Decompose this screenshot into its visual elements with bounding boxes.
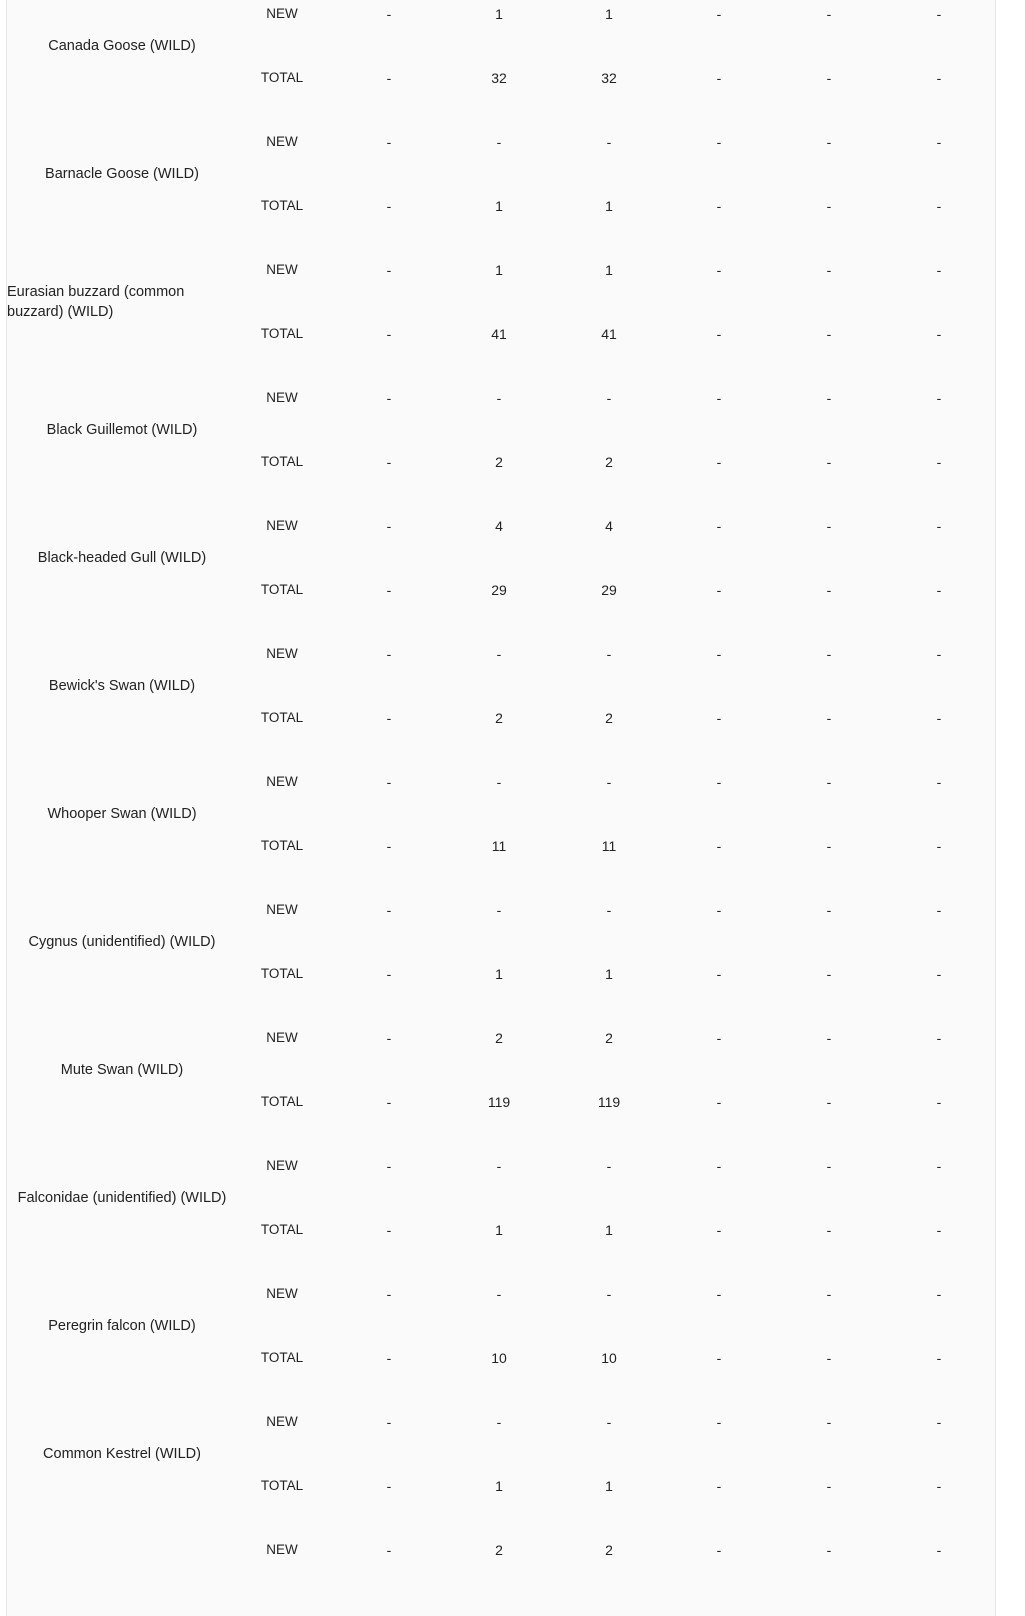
- species-name: Bewick's Swan (WILD): [48, 678, 196, 694]
- table-cell: -: [936, 1414, 942, 1430]
- row-type-label: NEW: [266, 518, 298, 533]
- table-cell: -: [826, 1414, 832, 1430]
- row-type-label: NEW: [266, 1542, 298, 1557]
- table-cell: -: [386, 838, 392, 854]
- table-cell: 29: [601, 582, 617, 598]
- table-cell: -: [936, 390, 942, 406]
- species-name: Black Guillemot (WILD): [46, 422, 198, 438]
- species-name: Whooper Swan (WILD): [47, 806, 197, 822]
- table-row: [7, 836, 995, 856]
- row-type-label: NEW: [266, 1286, 298, 1301]
- table-cell: 10: [601, 1350, 617, 1366]
- table-cell: -: [386, 1030, 392, 1046]
- table-cell: 1: [605, 198, 613, 214]
- row-type-label: NEW: [266, 6, 298, 21]
- table-cell: 11: [491, 838, 507, 854]
- table-cell: 1: [605, 966, 613, 982]
- table-cell: -: [936, 1030, 942, 1046]
- table-cell: -: [936, 1478, 942, 1494]
- table-cell: 2: [495, 454, 503, 470]
- table-cell: -: [606, 1286, 612, 1302]
- table-cell: -: [386, 1414, 392, 1430]
- table-cell: -: [606, 902, 612, 918]
- table-cell: -: [606, 774, 612, 790]
- outbreak-species-table: [6, 0, 996, 1616]
- table-cell: -: [936, 198, 942, 214]
- row-type-label: TOTAL: [260, 198, 304, 213]
- table-cell: -: [826, 390, 832, 406]
- table-row: [7, 1476, 995, 1496]
- table-cell: 1: [605, 1478, 613, 1494]
- table-cell: 41: [491, 326, 507, 342]
- table-cell: 2: [605, 454, 613, 470]
- table-cell: -: [496, 390, 502, 406]
- table-cell: -: [716, 1350, 722, 1366]
- table-row: [7, 1284, 995, 1304]
- table-cell: -: [826, 70, 832, 86]
- table-cell: -: [386, 710, 392, 726]
- row-type-label: NEW: [266, 1158, 298, 1173]
- row-type-label: TOTAL: [260, 1350, 304, 1365]
- table-cell: -: [386, 774, 392, 790]
- row-type-label: NEW: [266, 902, 298, 917]
- table-row: [7, 1540, 995, 1560]
- table-cell: 32: [601, 70, 617, 86]
- table-cell: -: [936, 70, 942, 86]
- row-type-label: NEW: [266, 774, 298, 789]
- table-cell: -: [826, 582, 832, 598]
- table-cell: -: [716, 1286, 722, 1302]
- table-cell: -: [386, 1158, 392, 1174]
- table-cell: -: [826, 1542, 832, 1558]
- table-cell: -: [936, 1350, 942, 1366]
- table-cell: -: [826, 710, 832, 726]
- table-cell: -: [716, 1478, 722, 1494]
- table-row: [7, 772, 995, 792]
- table-cell: 1: [605, 1222, 613, 1238]
- table-cell: -: [716, 198, 722, 214]
- row-type-label: NEW: [266, 1030, 298, 1045]
- species-name: Cygnus (unidentified) (WILD): [28, 934, 216, 950]
- table-cell: -: [716, 134, 722, 150]
- table-cell: -: [386, 582, 392, 598]
- table-cell: -: [826, 1286, 832, 1302]
- table-cell: -: [716, 966, 722, 982]
- table-cell: -: [936, 1094, 942, 1110]
- table-cell: -: [826, 1094, 832, 1110]
- species-name: Eurasian buzzard (common buzzard) (WILD): [7, 284, 185, 320]
- table-cell: -: [386, 262, 392, 278]
- table-cell: -: [496, 1158, 502, 1174]
- species-name: Common Kestrel (WILD): [43, 1446, 201, 1462]
- table-cell: -: [936, 1222, 942, 1238]
- table-cell: 119: [597, 1094, 621, 1110]
- row-type-label: NEW: [266, 646, 298, 661]
- table-cell: -: [716, 1030, 722, 1046]
- table-row: [7, 580, 995, 600]
- table-cell: -: [386, 646, 392, 662]
- table-cell: -: [716, 1094, 722, 1110]
- row-type-label: TOTAL: [260, 454, 304, 469]
- table-cell: 2: [605, 1030, 613, 1046]
- table-row: [7, 260, 995, 280]
- table-cell: 2: [495, 1030, 503, 1046]
- table-cell: -: [936, 902, 942, 918]
- table-row: [7, 324, 995, 344]
- table-cell: -: [716, 1542, 722, 1558]
- table-cell: -: [826, 518, 832, 534]
- row-type-label: TOTAL: [260, 70, 304, 85]
- table-cell: -: [386, 326, 392, 342]
- table-cell: -: [716, 838, 722, 854]
- table-cell: -: [386, 1542, 392, 1558]
- species-name: Canada Goose (WILD): [48, 38, 196, 54]
- table-cell: -: [716, 518, 722, 534]
- table-row: [7, 964, 995, 984]
- table-cell: 2: [495, 1542, 503, 1558]
- table-row: [7, 68, 995, 88]
- table-cell: 1: [495, 262, 503, 278]
- table-cell: -: [716, 1158, 722, 1174]
- table-row: [7, 1092, 995, 1112]
- species-name: Black-headed Gull (WILD): [37, 550, 207, 566]
- species-name: Falconidae (unidentified) (WILD): [17, 1190, 227, 1206]
- table-cell: -: [716, 6, 722, 22]
- table-cell: 29: [491, 582, 507, 598]
- table-cell: -: [386, 518, 392, 534]
- table-cell: -: [606, 390, 612, 406]
- table-cell: -: [826, 262, 832, 278]
- table-cell: -: [386, 1286, 392, 1302]
- table-cell: -: [826, 966, 832, 982]
- table-cell: 32: [491, 70, 507, 86]
- table-cell: 1: [495, 1478, 503, 1494]
- row-type-label: TOTAL: [260, 582, 304, 597]
- table-cell: -: [386, 1350, 392, 1366]
- table-cell: -: [606, 134, 612, 150]
- table-row: [7, 1156, 995, 1176]
- table-cell: -: [826, 1350, 832, 1366]
- table-cell: -: [716, 1222, 722, 1238]
- table-cell: -: [936, 582, 942, 598]
- table-cell: 2: [495, 710, 503, 726]
- table-cell: -: [496, 1414, 502, 1430]
- row-type-label: TOTAL: [260, 1478, 304, 1493]
- table-row: [7, 1028, 995, 1048]
- table-cell: -: [716, 710, 722, 726]
- table-cell: -: [826, 774, 832, 790]
- species-name: Mute Swan (WILD): [60, 1062, 184, 1078]
- table-cell: -: [936, 1542, 942, 1558]
- table-cell: -: [826, 902, 832, 918]
- table-cell: -: [826, 6, 832, 22]
- table-cell: -: [936, 134, 942, 150]
- table-cell: -: [716, 454, 722, 470]
- table-cell: -: [386, 902, 392, 918]
- table-cell: -: [386, 454, 392, 470]
- row-type-label: TOTAL: [260, 1222, 304, 1237]
- table-cell: -: [716, 390, 722, 406]
- table-cell: -: [606, 1158, 612, 1174]
- table-cell: -: [496, 134, 502, 150]
- table-cell: -: [826, 1030, 832, 1046]
- table-cell: -: [716, 326, 722, 342]
- table-cell: -: [716, 70, 722, 86]
- table-cell: -: [386, 198, 392, 214]
- table-cell: -: [826, 646, 832, 662]
- table-cell: -: [826, 198, 832, 214]
- table-row: [7, 708, 995, 728]
- table-cell: 10: [491, 1350, 507, 1366]
- table-cell: -: [826, 1222, 832, 1238]
- table-cell: -: [716, 646, 722, 662]
- table-cell: -: [936, 6, 942, 22]
- row-type-label: TOTAL: [260, 326, 304, 341]
- table-row: [7, 644, 995, 664]
- table-cell: -: [386, 134, 392, 150]
- row-type-label: NEW: [266, 390, 298, 405]
- table-row: [7, 1220, 995, 1240]
- table-cell: 119: [487, 1094, 511, 1110]
- species-name: Barnacle Goose (WILD): [45, 166, 199, 182]
- table-cell: -: [716, 902, 722, 918]
- table-cell: -: [936, 774, 942, 790]
- table-cell: -: [936, 262, 942, 278]
- table-cell: 4: [605, 518, 613, 534]
- row-type-label: TOTAL: [260, 710, 304, 725]
- table-cell: -: [386, 6, 392, 22]
- table-row: [7, 388, 995, 408]
- table-cell: -: [826, 134, 832, 150]
- table-cell: -: [386, 1222, 392, 1238]
- table-cell: -: [496, 902, 502, 918]
- table-cell: -: [936, 646, 942, 662]
- table-cell: -: [716, 262, 722, 278]
- table-cell: -: [386, 1094, 392, 1110]
- table-cell: -: [496, 774, 502, 790]
- row-type-label: TOTAL: [260, 838, 304, 853]
- table-cell: 41: [601, 326, 617, 342]
- row-type-label: NEW: [266, 262, 298, 277]
- table-cell: -: [936, 838, 942, 854]
- table-cell: -: [386, 70, 392, 86]
- table-row: [7, 1348, 995, 1368]
- table-cell: -: [496, 646, 502, 662]
- table-cell: -: [936, 518, 942, 534]
- table-cell: -: [936, 710, 942, 726]
- table-cell: -: [936, 1158, 942, 1174]
- table-row: [7, 452, 995, 472]
- table-row: [7, 900, 995, 920]
- table-cell: -: [936, 1286, 942, 1302]
- table-cell: 1: [495, 1222, 503, 1238]
- table-cell: -: [826, 326, 832, 342]
- row-type-label: TOTAL: [260, 1094, 304, 1109]
- table-cell: 2: [605, 1542, 613, 1558]
- row-type-label: NEW: [266, 134, 298, 149]
- table-cell: 1: [605, 6, 613, 22]
- row-type-label: NEW: [266, 1414, 298, 1429]
- table-cell: -: [826, 1158, 832, 1174]
- table-cell: -: [826, 454, 832, 470]
- table-cell: -: [496, 1286, 502, 1302]
- row-type-label: TOTAL: [260, 966, 304, 981]
- table-cell: 1: [495, 6, 503, 22]
- table-cell: -: [936, 326, 942, 342]
- table-cell: -: [936, 966, 942, 982]
- table-cell: -: [386, 1478, 392, 1494]
- table-cell: -: [716, 1414, 722, 1430]
- species-name: Peregrin falcon (WILD): [48, 1318, 196, 1334]
- table-cell: -: [716, 774, 722, 790]
- table-cell: -: [606, 1414, 612, 1430]
- table-cell: -: [826, 838, 832, 854]
- table-cell: -: [606, 646, 612, 662]
- table-cell: 1: [495, 966, 503, 982]
- table-cell: 11: [601, 838, 617, 854]
- table-cell: -: [386, 390, 392, 406]
- table-row: [7, 516, 995, 536]
- table-cell: -: [936, 454, 942, 470]
- table-cell: 1: [495, 198, 503, 214]
- table-cell: -: [716, 582, 722, 598]
- table-row: [7, 4, 995, 24]
- table-row: [7, 132, 995, 152]
- table-cell: -: [826, 1478, 832, 1494]
- table-row: [7, 1412, 995, 1432]
- table-cell: -: [386, 966, 392, 982]
- table-cell: 1: [605, 262, 613, 278]
- table-cell: 2: [605, 710, 613, 726]
- table-cell: 4: [495, 518, 503, 534]
- table-row: [7, 196, 995, 216]
